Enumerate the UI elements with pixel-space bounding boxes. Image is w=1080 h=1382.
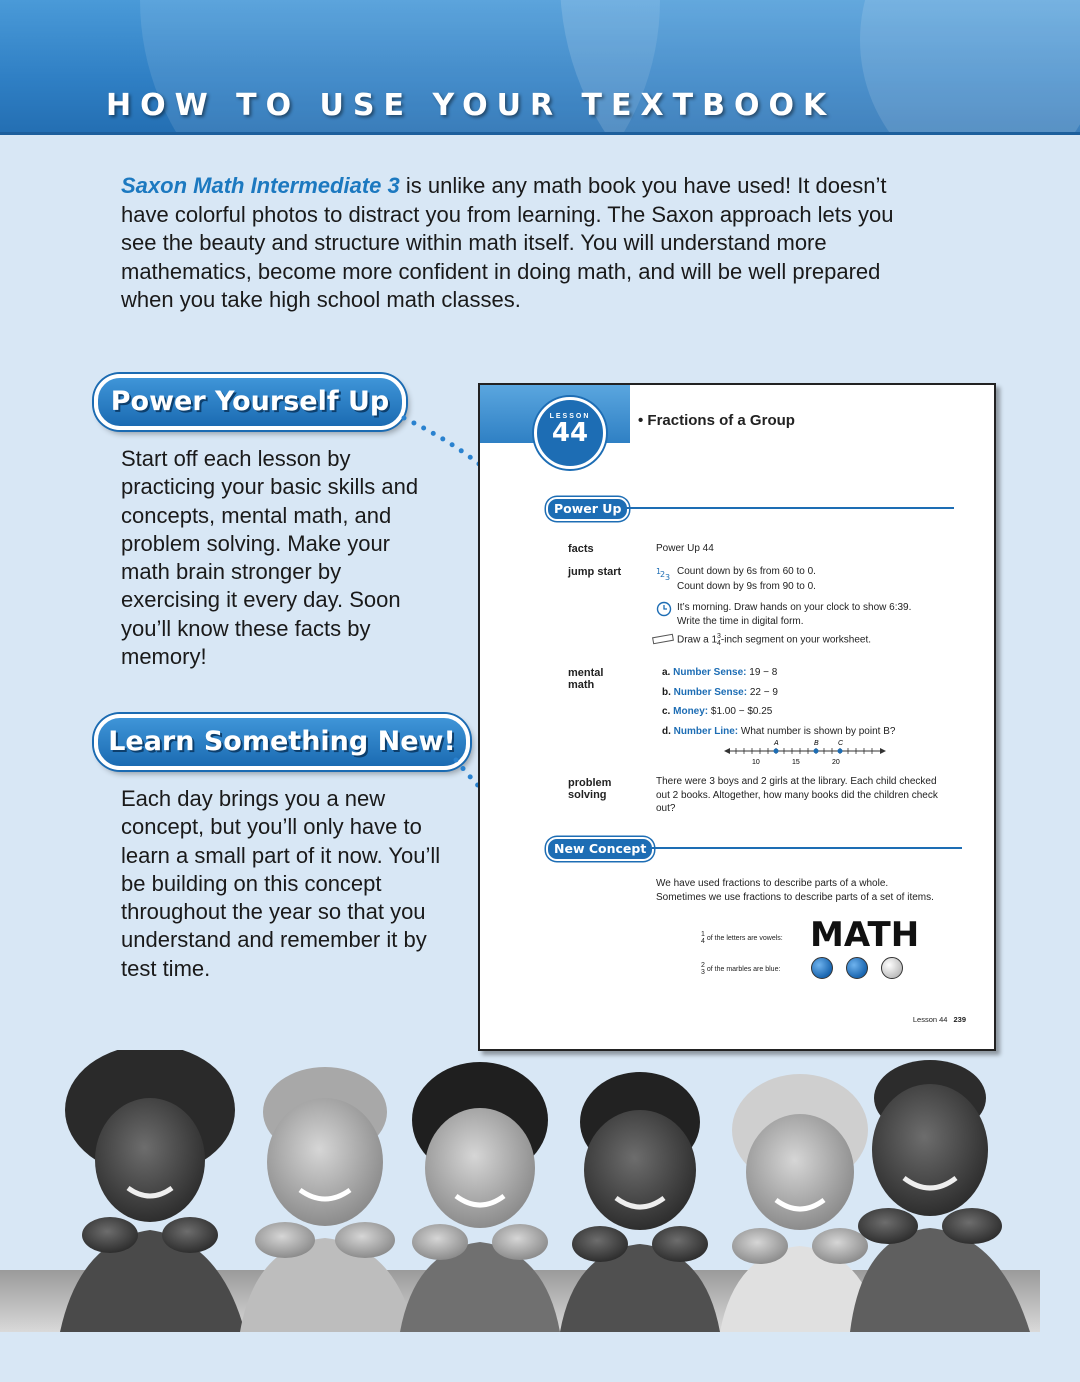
footer-lesson: Lesson 44 bbox=[912, 1015, 948, 1024]
tick-label: 20 bbox=[832, 759, 840, 766]
child-6 bbox=[850, 1060, 1030, 1332]
power-yourself-up-heading: Power Yourself Up bbox=[94, 374, 406, 430]
item-key: c. bbox=[662, 706, 671, 717]
item-problem: $1.00 − $0.25 bbox=[710, 706, 773, 717]
example-text: of the marbles are blue: bbox=[706, 965, 781, 973]
tick-label: 10 bbox=[752, 759, 760, 766]
child-1 bbox=[60, 1050, 245, 1332]
ruler-frac-den: 4 bbox=[717, 640, 721, 647]
clock-line-1: It’s morning. Draw hands on your clock to show 6:39. bbox=[677, 602, 912, 613]
fraction bbox=[701, 962, 705, 976]
item-topic: Number Line: bbox=[673, 726, 739, 737]
power-up-tab: Power Up bbox=[546, 497, 629, 521]
white-marble bbox=[881, 957, 903, 979]
mental-math-item bbox=[662, 686, 778, 699]
example-vowels bbox=[701, 931, 783, 945]
sample-lesson-page bbox=[478, 383, 996, 1051]
point-label: B bbox=[814, 740, 819, 747]
learn-something-new-text: Each day brings you a new concept, but you’ll only have to learn a small part of it now. You’ll be building on this concept throughout the year so that you understand and remember it by test time. bbox=[121, 786, 441, 981]
book-title: Saxon Math Intermediate 3 bbox=[121, 173, 400, 198]
point-c bbox=[838, 749, 843, 754]
clock-icon bbox=[656, 601, 672, 615]
learn-something-new-heading: Learn Something New! bbox=[94, 714, 470, 770]
item-problem: 22 − 9 bbox=[749, 687, 778, 698]
lesson-badge bbox=[534, 397, 606, 469]
svg-text:3: 3 bbox=[665, 573, 671, 581]
item-key: a. bbox=[662, 667, 671, 678]
new-concept-text: We have used fractions to describe parts of a whole. Sometimes we use fractions to describe parts of a set of items. bbox=[656, 878, 934, 903]
mental-math-item bbox=[662, 666, 777, 679]
item-topic: Number Sense: bbox=[673, 667, 747, 678]
number-line bbox=[724, 737, 888, 767]
tick-label: 15 bbox=[792, 759, 800, 766]
facts-text: Power Up 44 bbox=[656, 543, 714, 554]
lesson-title: • Fractions of a Group bbox=[638, 412, 795, 429]
point-label: C bbox=[838, 740, 844, 747]
example-text: of the letters are vowels: bbox=[706, 934, 783, 942]
frac-den: 4 bbox=[701, 938, 705, 945]
svg-text:1: 1 bbox=[656, 567, 662, 576]
section-rule bbox=[652, 847, 962, 849]
mental-math-label: mental math bbox=[568, 667, 604, 691]
child-5 bbox=[720, 1074, 880, 1332]
point-label: A bbox=[774, 740, 779, 747]
page-number: 239 bbox=[953, 1015, 966, 1024]
blue-marble bbox=[846, 957, 868, 979]
point-a bbox=[774, 749, 779, 754]
frac-den: 3 bbox=[701, 969, 705, 976]
ruler-line bbox=[677, 633, 871, 647]
blue-marble bbox=[811, 957, 833, 979]
item-topic: Number Sense: bbox=[673, 687, 748, 698]
item-key: b. bbox=[662, 687, 671, 698]
item-problem: What number is shown by point B? bbox=[740, 726, 896, 737]
count-line-1: Count down by 6s from 60 to 0. bbox=[677, 566, 816, 577]
count-line-2: Count down by 9s from 90 to 0. bbox=[677, 581, 816, 592]
example-marbles bbox=[701, 962, 780, 976]
page-footer bbox=[913, 1015, 966, 1024]
mental-math-item bbox=[662, 705, 772, 718]
counting-icon bbox=[656, 565, 672, 579]
item-problem: 19 − 8 bbox=[749, 667, 778, 678]
lesson-number: 44 bbox=[551, 418, 589, 448]
frac-num: 1 bbox=[701, 931, 705, 938]
new-concept-tab: New Concept bbox=[546, 837, 654, 861]
ruler-frac-num: 3 bbox=[717, 633, 721, 640]
children-photo bbox=[0, 1050, 1080, 1332]
child-3 bbox=[400, 1062, 560, 1332]
lesson-label: LESSON bbox=[549, 413, 591, 420]
problem-solving-text: There were 3 boys and 2 girls at the library. Each child checked out 2 books. Altogether, how many books did the children check out? bbox=[656, 776, 938, 814]
power-yourself-up-text: Start off each lesson by practicing your basic skills and concepts, mental math, and problem solving. Make your math brain stronger by exercising it every day. Soon you’ll know these facts by memory! bbox=[121, 446, 419, 670]
ruler-suffix: -inch segment on your worksheet. bbox=[720, 634, 871, 646]
page-title: HOW TO USE YOUR TEXTBOOK bbox=[106, 88, 836, 123]
child-2 bbox=[240, 1067, 415, 1332]
point-b bbox=[814, 749, 819, 754]
section-rule bbox=[624, 507, 954, 509]
intro-text: is unlike any math book you have used! It doesn’t have colorful photos to distract you from learning. The Saxon approach lets you see the beauty and structure within math itself. You will understand more mathematics, become more confident in doing math, and will be well prepared when you take high school math classes. bbox=[121, 173, 894, 312]
jump-start-label: jump start bbox=[568, 566, 622, 578]
math-word: MATH bbox=[810, 915, 920, 955]
item-topic: Money: bbox=[673, 706, 709, 717]
item-key: d. bbox=[662, 726, 671, 737]
ruler-prefix: Draw a 1 bbox=[677, 634, 718, 646]
frac-num: 2 bbox=[701, 962, 705, 969]
clock-line-2: Write the time in digital form. bbox=[677, 616, 804, 627]
ruler-icon bbox=[652, 633, 674, 647]
problem-solving-label: problem solving bbox=[568, 777, 612, 801]
child-4 bbox=[560, 1072, 720, 1332]
fraction bbox=[701, 931, 705, 945]
facts-label: facts bbox=[568, 543, 594, 555]
svg-text:2: 2 bbox=[660, 570, 666, 579]
